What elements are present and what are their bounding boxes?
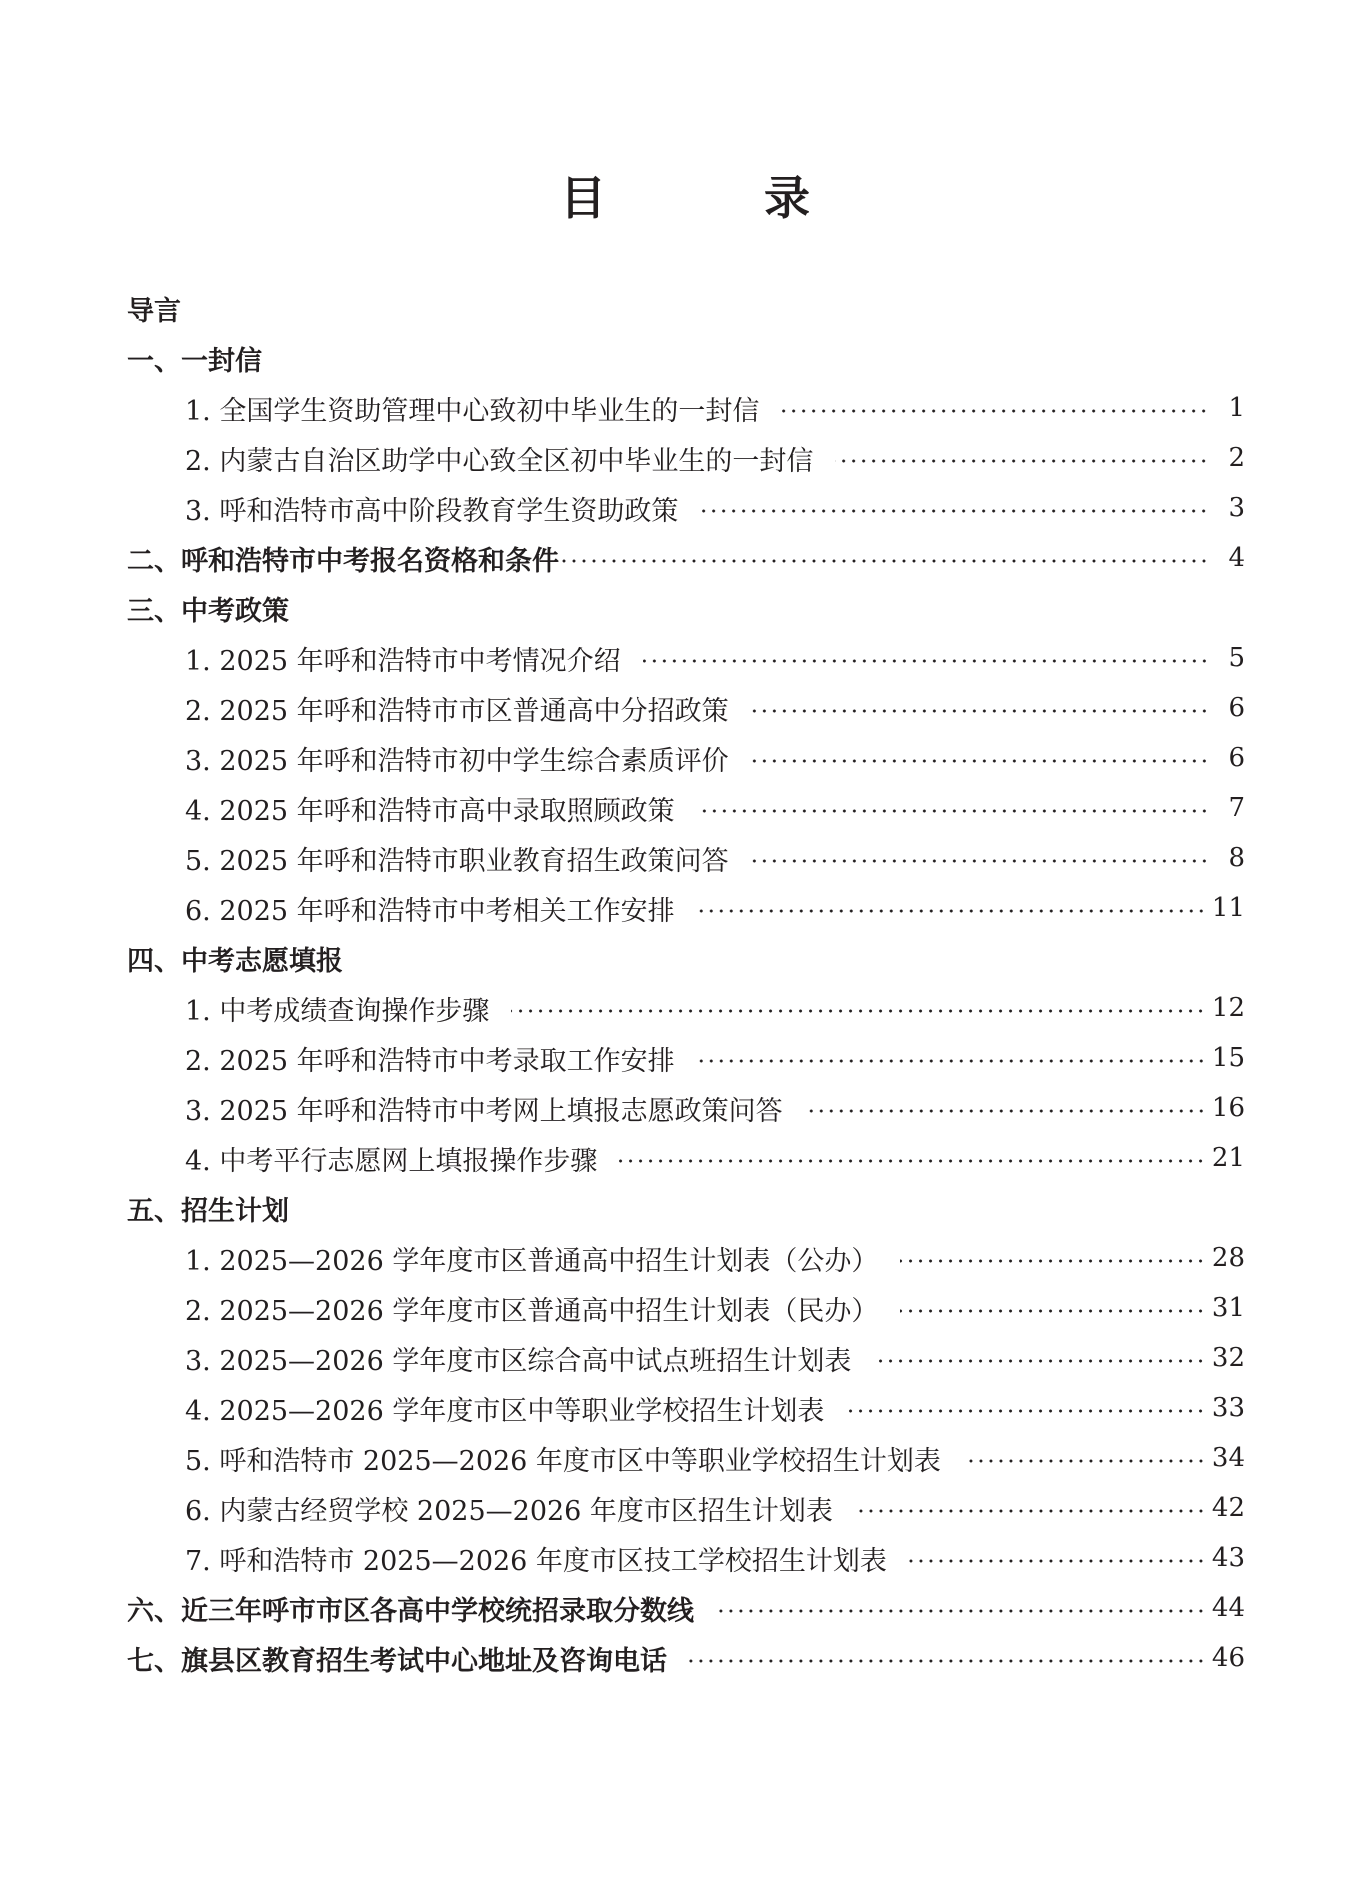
toc-entry	[127, 733, 1245, 783]
toc-entry-label: 5. 呼和浩特市 2025—2026 年度市区中等职业学校招生计划表	[185, 1445, 941, 1477]
toc-entry-label: 4. 2025—2026 学年度市区中等职业学校招生计划表	[185, 1395, 825, 1427]
toc-entry	[127, 1483, 1245, 1533]
toc-entry-label: 二、呼和浩特市中考报名资格和条件	[127, 545, 559, 577]
toc-entry-label: 2. 2025 年呼和浩特市中考录取工作安排	[185, 1045, 675, 1077]
dot-leader	[963, 1458, 1206, 1464]
toc-section-heading	[127, 1583, 1245, 1633]
toc-section-heading	[127, 533, 1245, 583]
dot-leader	[909, 1558, 1206, 1564]
toc-page-number: 4	[1228, 543, 1245, 573]
toc-page-number: 43	[1211, 1543, 1245, 1573]
toc-entry	[127, 833, 1245, 883]
dot-leader	[873, 1358, 1206, 1364]
toc-entry	[127, 383, 1245, 433]
toc-entry	[127, 1133, 1245, 1183]
dot-leader	[697, 808, 1209, 814]
toc-entry	[127, 1033, 1245, 1083]
toc-entry-label: 4. 2025 年呼和浩特市高中录取照顾政策	[185, 795, 675, 827]
toc-entry-label: 3. 2025 年呼和浩特市初中学生综合素质评价	[185, 745, 729, 777]
dot-leader	[846, 1408, 1206, 1414]
toc-section-heading	[127, 933, 1245, 983]
toc-page-number: 32	[1211, 1343, 1245, 1373]
toc-page-number: 1	[1228, 393, 1245, 423]
toc-entry-label: 3. 2025—2026 学年度市区综合高中试点班招生计划表	[185, 1345, 852, 1377]
dot-leader	[900, 1308, 1206, 1314]
toc-section-heading	[127, 1183, 1245, 1233]
dot-leader	[700, 508, 1209, 514]
toc-page-number: 33	[1211, 1393, 1245, 1423]
toc-entry	[127, 883, 1245, 933]
toc-entry-label: 七、旗县区教育招生考试中心地址及咨询电话	[127, 1645, 667, 1677]
dot-leader	[689, 1658, 1206, 1664]
toc-section-heading	[127, 333, 1245, 383]
toc-section-heading	[127, 283, 1245, 333]
toc-page-number: 11	[1211, 893, 1245, 923]
toc-entry-label: 4. 中考平行志愿网上填报操作步骤	[185, 1145, 598, 1177]
toc-entry	[127, 633, 1245, 683]
dot-leader	[805, 1108, 1206, 1114]
dot-leader	[559, 558, 1209, 564]
table-of-contents	[127, 283, 1245, 1683]
toc-entry-label: 7. 呼和浩特市 2025—2026 年度市区技工学校招生计划表	[185, 1545, 887, 1577]
toc-page-number: 44	[1211, 1593, 1245, 1623]
toc-entry-label: 三、中考政策	[127, 595, 289, 627]
toc-page-number: 31	[1211, 1293, 1245, 1323]
toc-entry	[127, 683, 1245, 733]
toc-entry	[127, 1433, 1245, 1483]
toc-page-number: 3	[1228, 493, 1245, 523]
toc-entry-label: 导言	[127, 295, 181, 327]
toc-entry-label: 2. 2025 年呼和浩特市市区普通高中分招政策	[185, 695, 729, 727]
toc-section-heading	[127, 583, 1245, 633]
toc-entry-label: 3. 呼和浩特市高中阶段教育学生资助政策	[185, 495, 679, 527]
dot-leader	[697, 1058, 1206, 1064]
toc-entry	[127, 1533, 1245, 1583]
toc-entry	[127, 1083, 1245, 1133]
toc-entry-label: 1. 2025 年呼和浩特市中考情况介绍	[185, 645, 621, 677]
dot-leader	[751, 708, 1209, 714]
toc-section-heading	[127, 1633, 1245, 1683]
dot-leader	[511, 1008, 1206, 1014]
dot-leader	[697, 908, 1206, 914]
dot-leader	[781, 408, 1209, 414]
toc-page-number: 42	[1211, 1493, 1245, 1523]
toc-entry	[127, 983, 1245, 1033]
toc-entry	[127, 1283, 1245, 1333]
dot-leader	[751, 858, 1209, 864]
toc-page-number: 16	[1211, 1093, 1245, 1123]
dot-leader	[643, 658, 1209, 664]
toc-page-number: 21	[1211, 1143, 1245, 1173]
dot-leader	[900, 1258, 1206, 1264]
toc-entry-label: 四、中考志愿填报	[127, 945, 343, 977]
toc-page-number: 2	[1228, 443, 1245, 473]
toc-entry-label: 6. 内蒙古经贸学校 2025—2026 年度市区招生计划表	[185, 1495, 833, 1527]
toc-page-number: 15	[1211, 1043, 1245, 1073]
toc-page-number: 12	[1211, 993, 1245, 1023]
toc-entry-label: 6. 2025 年呼和浩特市中考相关工作安排	[185, 895, 675, 927]
toc-page-number: 34	[1211, 1443, 1245, 1473]
toc-entry-label: 六、近三年呼市市区各高中学校统招录取分数线	[127, 1595, 694, 1627]
dot-leader	[835, 458, 1209, 464]
toc-page-number: 28	[1211, 1243, 1245, 1273]
toc-entry-label: 1. 中考成绩查询操作步骤	[185, 995, 490, 1027]
toc-page-number: 46	[1211, 1643, 1245, 1673]
dot-leader	[716, 1608, 1206, 1614]
toc-entry-label: 一、一封信	[127, 345, 262, 377]
toc-entry	[127, 433, 1245, 483]
toc-page-number: 6	[1228, 743, 1245, 773]
toc-page-number: 8	[1228, 843, 1245, 873]
toc-page-number: 7	[1228, 793, 1245, 823]
toc-entry-label: 2. 内蒙古自治区助学中心致全区初中毕业生的一封信	[185, 445, 814, 477]
dot-leader	[751, 758, 1209, 764]
toc-entry-label: 五、招生计划	[127, 1195, 289, 1227]
toc-entry-label: 2. 2025—2026 学年度市区普通高中招生计划表（民办）	[185, 1295, 879, 1327]
toc-page-number: 6	[1228, 693, 1245, 723]
toc-entry-label: 1. 2025—2026 学年度市区普通高中招生计划表（公办）	[185, 1245, 879, 1277]
dot-leader	[619, 1158, 1206, 1164]
toc-page-number: 5	[1228, 643, 1245, 673]
toc-entry-label: 5. 2025 年呼和浩特市职业教育招生政策问答	[185, 845, 729, 877]
toc-entry	[127, 783, 1245, 833]
toc-entry	[127, 1233, 1245, 1283]
toc-entry	[127, 483, 1245, 533]
toc-entry-label: 1. 全国学生资助管理中心致初中毕业生的一封信	[185, 395, 760, 427]
toc-entry	[127, 1333, 1245, 1383]
dot-leader	[855, 1508, 1206, 1514]
page-title: 目 录	[560, 171, 866, 225]
toc-entry	[127, 1383, 1245, 1433]
toc-entry-label: 3. 2025 年呼和浩特市中考网上填报志愿政策问答	[185, 1095, 783, 1127]
